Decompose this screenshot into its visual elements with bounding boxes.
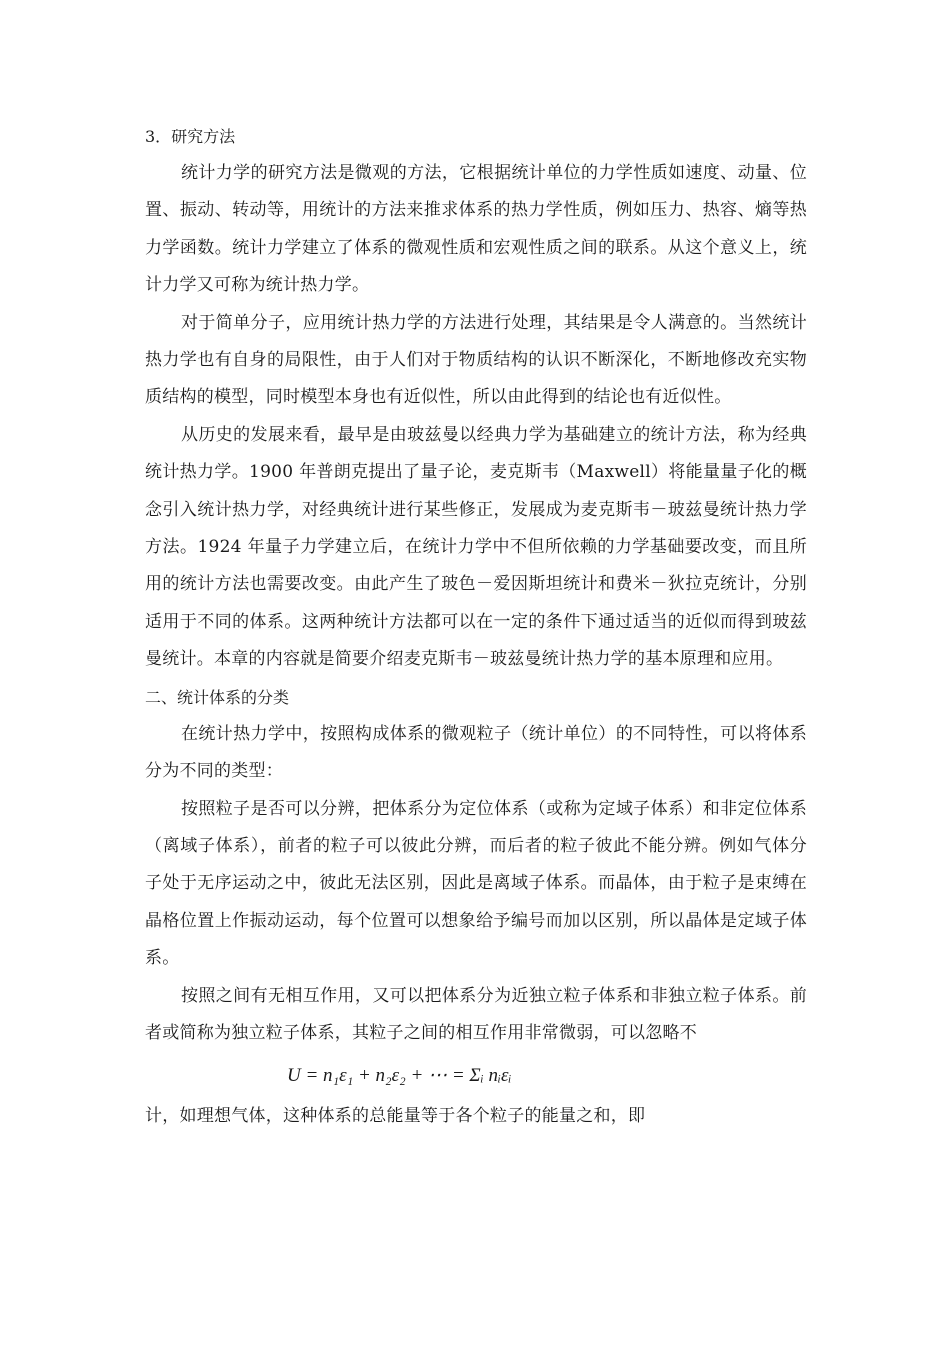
paragraph-continuation: 计，如理想气体，这种体系的总能量等于各个粒子的能量之和，即: [145, 1106, 646, 1127]
paragraph-classification-2: 按照粒子是否可以分辨，把体系分为定位体系（或称为定域子体系）和非定位体系（离域子体系），前者的粒子可以彼此分辨，而后者的粒子彼此不能分辨。例如气体分子处于无序运动之中，彼此无法区别，因此是离域子体系。而晶体，由于粒子是束缚在晶格位置上作振动运动，每个位置可以想象给予编号而加以区别，所以晶体是定域子体系。: [145, 798, 807, 969]
total-energy-formula: U = n₁ε₁ + n₂ε₂ + ⋯ = Σᵢ nᵢεᵢ: [287, 1064, 512, 1086]
paragraph-method-1: 统计力学的研究方法是微观的方法，它根据统计单位的力学性质如速度、动量、位置、振动、转动等，用统计的方法来推求体系的热力学性质，例如压力、热容、熵等热力学函数。统计力学建立了体系的微观性质和宏观性质之间的联系。从这个意义上，统计力学又可称为统计热力学。: [145, 163, 807, 296]
section-2-heading: 二、统计体系的分类: [145, 687, 290, 707]
paragraph-classification-1: 在统计热力学中，按照构成体系的微观粒子（统计单位）的不同特性，可以将体系分为不同的类型：: [145, 723, 807, 782]
document-page: [145, 118, 807, 1136]
paragraph-method-3: 从历史的发展来看，最早是由玻兹曼以经典力学为基础建立的统计方法，称为经典统计热力学。1900 年普朗克提出了量子论，麦克斯韦（Maxwell）将能量量子化的概念引入统计热力学，对经典统计进行某些修正，发展成为麦克斯韦－玻兹曼统计热力学方法。1924 年量子力学建立后，在统计力学中不但所依赖的力学基础要改变，而且所用的统计方法也需要改变。由此产生了玻色－爱因斯坦统计和费米－狄拉克统计，分别适用于不同的体系。这两种统计方法都可以在一定的条件下通过适当的近似而得到玻兹曼统计。本章的内容就是简要介绍麦克斯韦－玻兹曼统计热力学的基本原理和应用。: [145, 424, 807, 670]
paragraph-classification-3: 按照之间有无相互作用，又可以把体系分为近独立粒子体系和非独立粒子体系。前者或简称为独立粒子体系，其粒子之间的相互作用非常微弱，可以忽略不: [145, 985, 807, 1043]
paragraph-method-2: 对于简单分子，应用统计热力学的方法进行处理，其结果是令人满意的。当然统计热力学也有自身的局限性，由于人们对于物质结构的认识不断深化，不断地修改充实物质结构的模型，同时模型本身也有近似性，所以由此得到的结论也有近似性。: [145, 312, 807, 408]
section-3-heading: 3．研究方法: [145, 127, 236, 146]
